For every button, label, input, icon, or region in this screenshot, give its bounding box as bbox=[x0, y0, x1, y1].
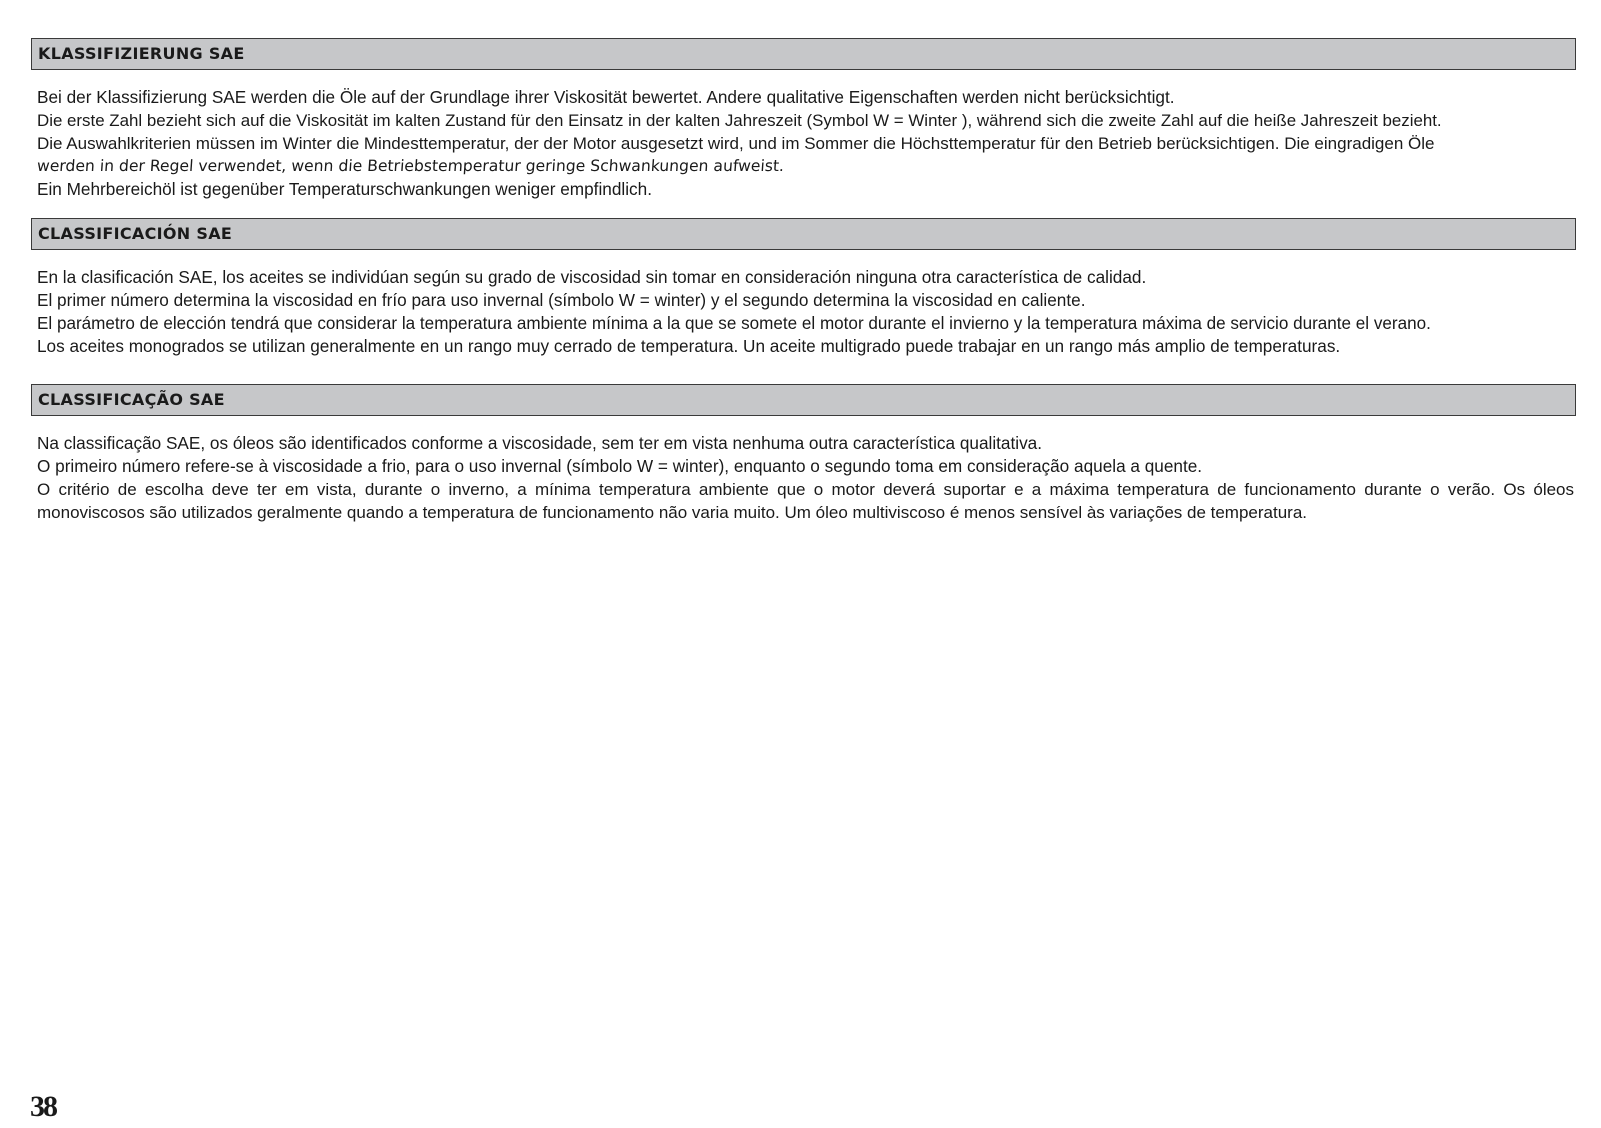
page-number: 38 bbox=[30, 1090, 56, 1123]
section-heading-portuguese: CLASSIFICAÇÃO SAE bbox=[31, 384, 1576, 416]
section-spanish-sae bbox=[31, 218, 1576, 358]
section-portuguese-sae bbox=[31, 384, 1576, 524]
paragraph: Die Auswahlkriterien müssen im Winter die Mindesttemperatur, der der Motor ausgesetzt wird, und im Sommer die Höchsttemperatur für den Betrieb berücksichtigen. Die eingradigen Öle bbox=[37, 134, 1435, 153]
paragraph: O primeiro número refere-se à viscosidade a frio, para o uso invernal (símbolo W = winter), enquanto o segundo toma em consideração aquela a quente. bbox=[37, 456, 1203, 476]
section-body-german bbox=[31, 86, 1576, 201]
paragraph: El primer número determina la viscosidad en frío para uso invernal (símbolo W = winter) y el segundo determina la viscosidad en caliente. bbox=[37, 290, 1086, 310]
paragraph: Die erste Zahl bezieht sich auf die Viskosität im kalten Zustand für den Einsatz in der kalten Jahreszeit (Symbol W = Winter ), während sich die zweite Zahl auf die heiße Jahreszeit bezieht. bbox=[37, 111, 1442, 130]
section-heading-german: KLASSIFIZIERUNG SAE bbox=[31, 38, 1576, 70]
section-german-sae bbox=[31, 38, 1576, 201]
paragraph: Los aceites monogrados se utilizan generalmente en un rango muy cerrado de temperatura. Un aceite multigrado puede trabajar en un rango más amplio de temperaturas. bbox=[37, 336, 1341, 356]
paragraph: werden in der Regel verwendet, wenn die Betriebstemperatur geringe Schwankungen aufweist. bbox=[36, 157, 785, 175]
paragraph: Ein Mehrbereichöl ist gegenüber Temperaturschwankungen weniger empfindlich. bbox=[37, 179, 652, 199]
section-heading-spanish: CLASSIFICACIÓN SAE bbox=[31, 218, 1576, 250]
section-body-spanish bbox=[31, 266, 1576, 358]
paragraph: Na classificação SAE, os óleos são identificados conforme a viscosidade, sem ter em vista nenhuma outra característica qualitativa. bbox=[37, 433, 1042, 453]
section-body-portuguese bbox=[31, 432, 1576, 524]
paragraph: En la clasificación SAE, los aceites se individúan según su grado de viscosidad sin tomar en consideración ninguna otra característica de calidad. bbox=[37, 267, 1147, 287]
paragraph: Bei der Klassifizierung SAE werden die Öle auf der Grundlage ihrer Viskosität bewertet. Andere qualitative Eigenschaften werden nicht berücksichtigt. bbox=[37, 87, 1175, 107]
paragraph: El parámetro de elección tendrá que considerar la temperatura ambiente mínima a la que se somete el motor durante el invierno y la temperatura máxima de servicio durante el verano. bbox=[37, 314, 1431, 333]
paragraph: O critério de escolha deve ter em vista, durante o inverno, a mínima temperatura ambiente que o motor deverá suportar e a máxima temperatura de funcionamento durante o verão. Os óleos monoviscosos são utilizados geralmente quando a temperatura de funcionamento não varia muito. Um óleo multiviscoso é menos sensível às variações de temperatura. bbox=[37, 480, 1574, 522]
